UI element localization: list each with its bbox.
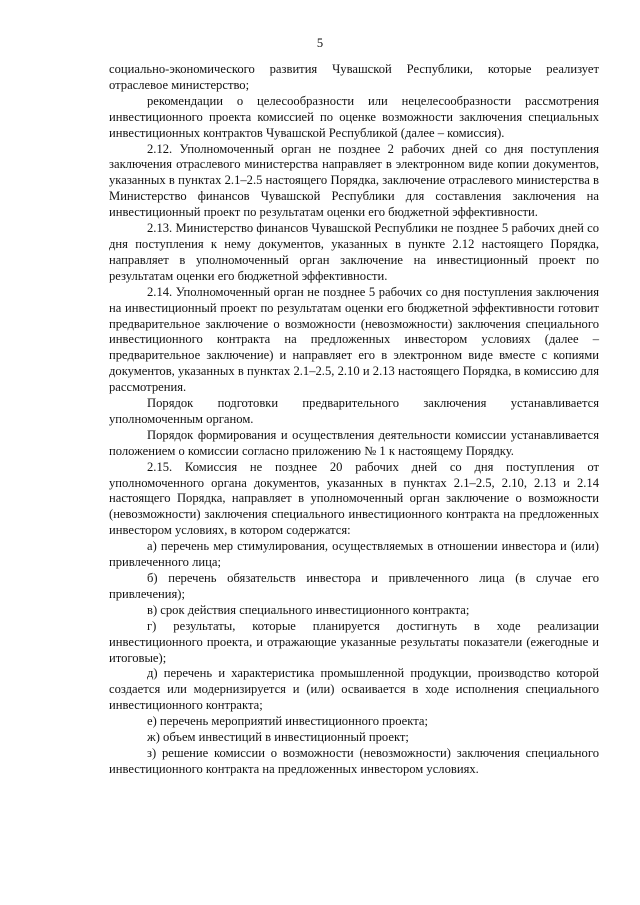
paragraph: з) решение комиссии о возможности (невозможности) заключения специального инвестиционного контракта на предложенных инвестором условиях. <box>109 745 599 776</box>
paragraph: социально-экономического развития Чувашской Республики, которые реализует отраслевое министерство; <box>109 62 599 92</box>
paragraph: Порядок формирования и осуществления деятельности комиссии устанавливается положением о комиссии согласно приложению № 1 к настоящему Порядку. <box>109 427 599 458</box>
paragraph: г) результаты, которые планируется достигнуть в ходе реализации инвестиционного проекта, и отражающие указанные результаты показатели (ежегодные и итоговые); <box>109 618 599 665</box>
paragraph: рекомендации о целесообразности или нецелесообразности рассмотрения инвестиционного проекта комиссией по оценке возможности заключения специальных инвестиционных контрактов Чувашской Республикой (далее – комиссия). <box>109 93 599 140</box>
paragraph: а) перечень мер стимулирования, осуществляемых в отношении инвестора и (или) привлеченного лица; <box>109 539 599 570</box>
paragraph: 2.15. Комиссия не позднее 20 рабочих дней со дня поступления от уполномоченного органа документов, указанных в пунктах 2.1–2.5, 2.10, 2.13 и 2.14 настоящего Порядка, направляет в уполномоченный орган заключение о возможности (невозможности) заключения специального инвестиционного контракта на предложенных инвестором условиях, в котором содержатся: <box>109 459 599 538</box>
paragraph: Порядок подготовки предварительного заключения устанавливается уполномоченным органом. <box>109 396 599 426</box>
document-body <box>109 62 599 778</box>
paragraph: ж) объем инвестиций в инвестиционный проект; <box>147 730 409 745</box>
paragraph: 2.14. Уполномоченный орган не позднее 5 рабочих со дня поступления заключения на инвестиционный проект по результатам оценки его бюджетной эффективности готовит предварительное заключение о возможности (невозможности) заключения специального инвестиционного контракта на предложенных инвестором условиях (далее – предварительное заключение) и направляет его в электронном виде вместе с копиями документов, указанных в пунктах 2.1–2.5, 2.10 и 2.13 настоящего Порядка, в комиссию для рассмотрения. <box>109 284 599 395</box>
paragraph: е) перечень мероприятий инвестиционного проекта; <box>147 714 428 729</box>
paragraph: д) перечень и характеристика промышленной продукции, производство которой создается или модернизируется и (или) осваивается в ходе исполнения специального инвестиционного контракта; <box>109 666 599 713</box>
page-number: 5 <box>316 36 324 50</box>
paragraph: в) срок действия специального инвестиционного контракта; <box>147 602 470 617</box>
paragraph: 2.13. Министерство финансов Чувашской Республики не позднее 5 рабочих дней со дня поступления к нему документов, указанных в пункте 2.12 настоящего Порядка, направляет в уполномоченный орган заключение на инвестиционный проект по результатам оценки его бюджетной эффективности. <box>109 221 599 283</box>
paragraph: 2.12. Уполномоченный орган не позднее 2 рабочих дней со дня поступления заключения отраслевого министерства направляет в электронном виде копии документов, указанных в пунктах 2.1–2.5 настоящего Порядка, заключение отраслевого министерства в Министерство финансов Чувашской Республики для составления заключения на инвестиционный проект по результатам оценки его бюджетной эффективности. <box>109 141 599 220</box>
paragraph: б) перечень обязательств инвестора и привлеченного лица (в случае его привлечения); <box>109 571 599 601</box>
